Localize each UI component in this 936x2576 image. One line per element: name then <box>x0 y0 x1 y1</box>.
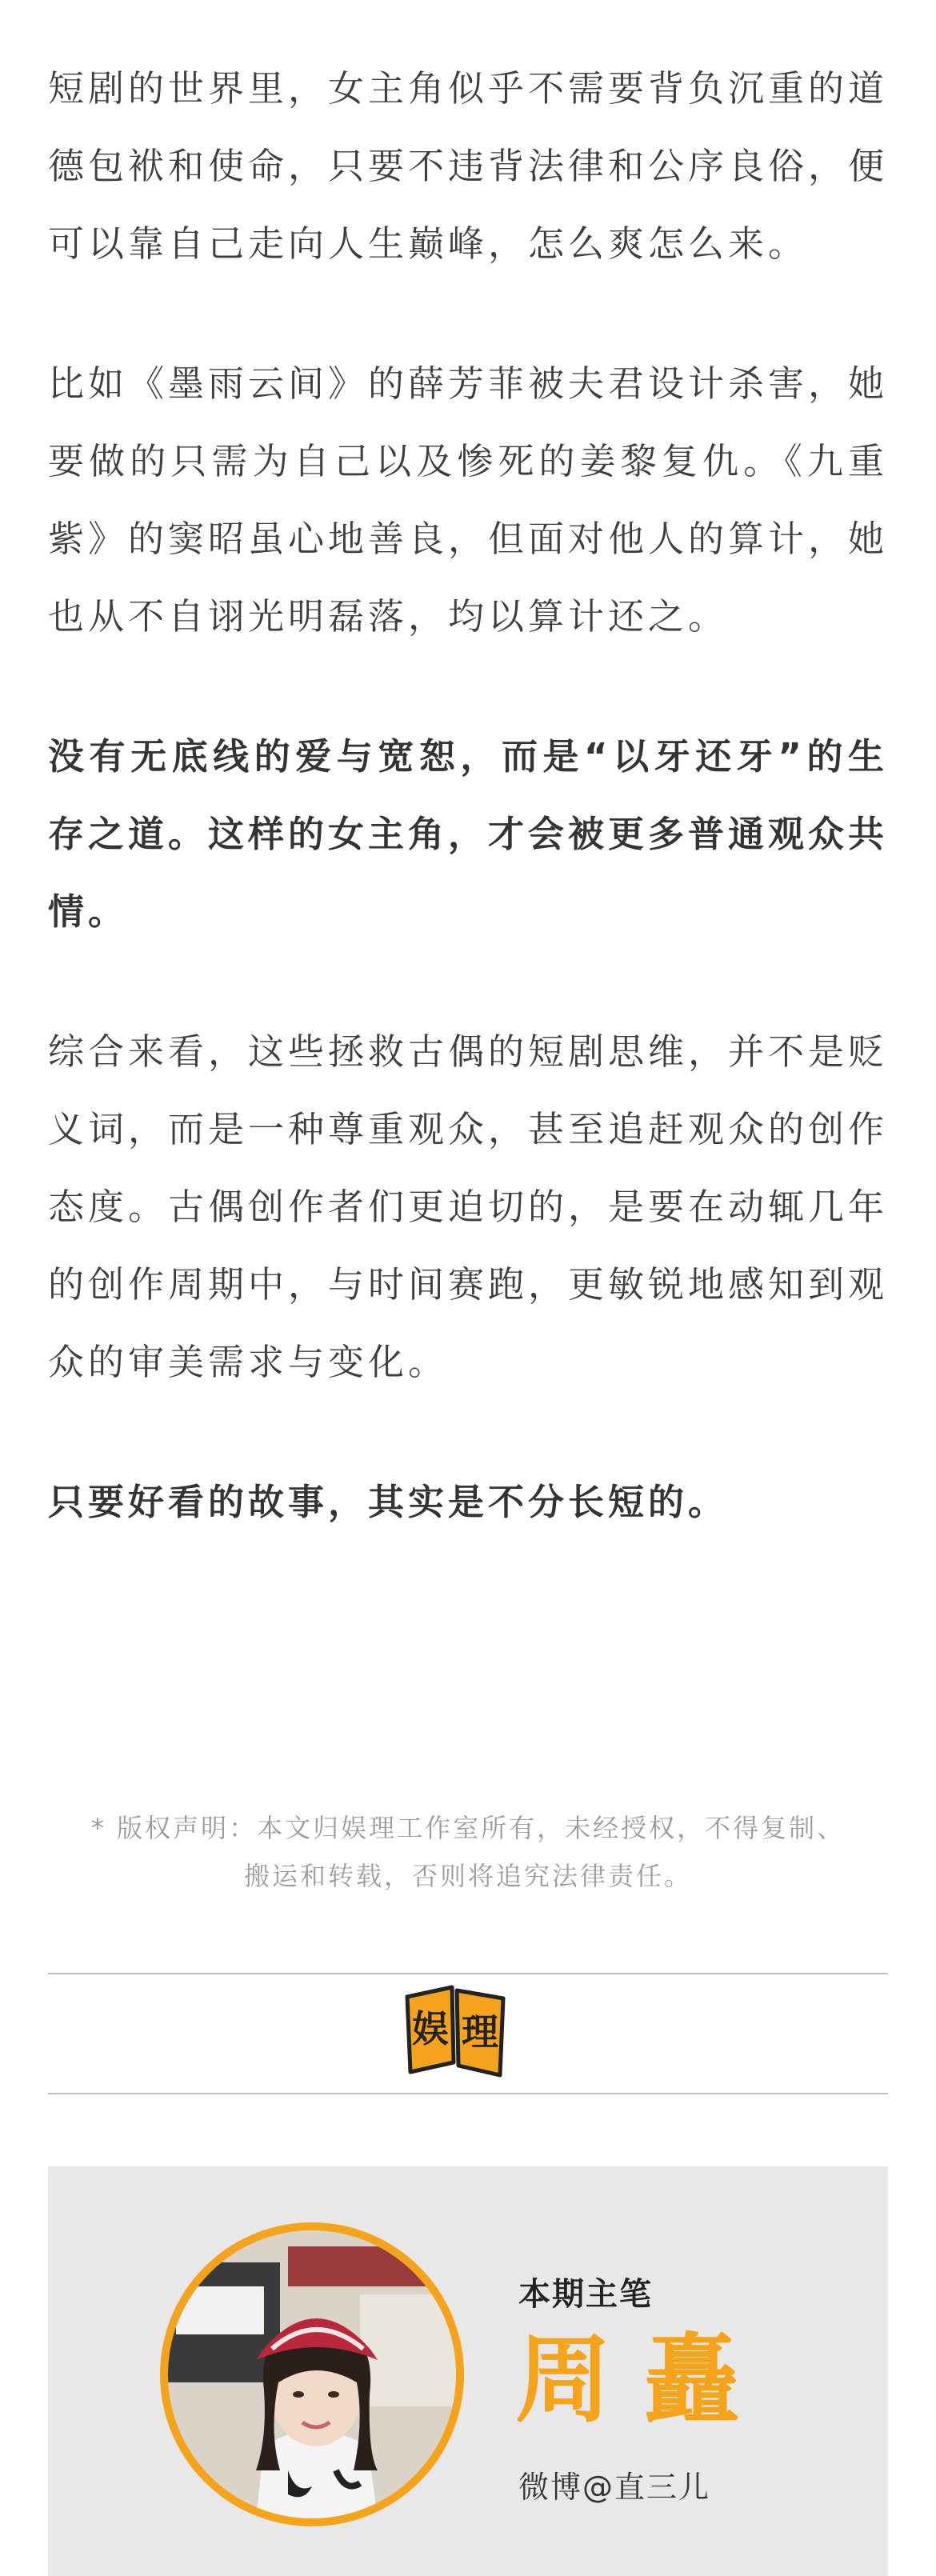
paragraph-5-bold: 只要好看的故事，其实是不分长短的。 <box>48 1481 729 1523</box>
author-card <box>48 2166 888 2576</box>
article-body <box>48 50 888 1541</box>
divider-bottom <box>48 2093 888 2094</box>
logo-char-2: 理 <box>462 2010 498 2054</box>
yuli-logo <box>404 1982 508 2082</box>
avatar-photo-icon <box>168 2230 456 2518</box>
divider-top <box>48 1973 888 1974</box>
author-weibo-handle: 微博@直三儿 <box>518 2470 711 2505</box>
paragraph-2: 比如《墨雨云间》的薛芳菲被夫君设计杀害，她要做的只需为自己以及惨死的姜黎复仇。《九重紫》的窦昭虽心地善良，但面对他人的算计，她也从不自诩光明磊落，均以算计还之。 <box>48 362 889 638</box>
author-avatar <box>160 2222 464 2526</box>
author-role-label: 本期主笔 <box>518 2276 653 2313</box>
logo-char-1: 娱 <box>412 2007 449 2050</box>
author-name: 周矗 <box>515 2325 771 2436</box>
copyright-notice <box>48 1804 888 1900</box>
copyright-line-1: * 版权声明：本文归娱理工作室所有，未经授权，不得复制、 <box>90 1813 846 1843</box>
yuli-logo-mark <box>404 1982 508 2082</box>
paragraph-4: 综合来看，这些拯救古偶的短剧思维，并不是贬义词，而是一种尊重观众，甚至追赶观众的创作态度。古偶创作者们更迫切的，是要在动辄几年的创作周期中，与时间赛跑，更敏锐地感知到观众的审美需求与变化。 <box>48 1030 889 1383</box>
paragraph-1: 短剧的世界里，女主角似乎不需要背负沉重的道德包袱和使命，只要不违背法律和公序良俗，便可以靠自己走向人生巅峰，怎么爽怎么来。 <box>48 67 889 265</box>
paragraph-3-bold: 没有无底线的爱与宽恕，而是“以牙还牙”的生存之道。这样的女主角，才会被更多普通观众共情。 <box>48 735 889 933</box>
copyright-line-2: 搬运和转载，否则将追究法律责任。 <box>243 1861 692 1891</box>
